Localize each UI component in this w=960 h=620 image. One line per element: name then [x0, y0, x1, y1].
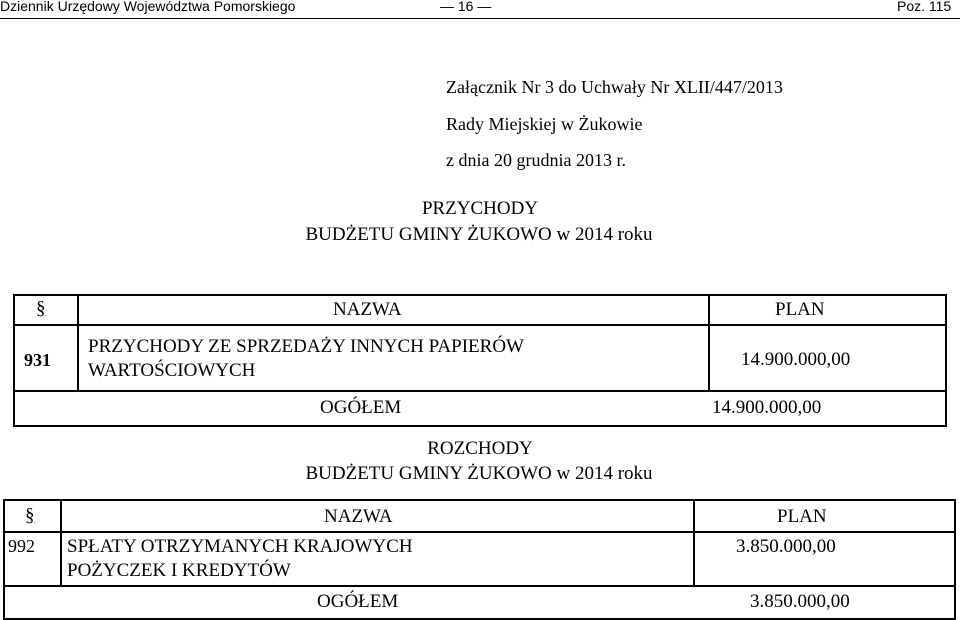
income-row-section: 931 — [24, 350, 51, 370]
expense-title: ROZCHODY — [427, 438, 533, 459]
journal-title: Dziennik Urzędowy Województwa Pomorskiego — [0, 0, 296, 14]
income-total-divider — [13, 390, 947, 392]
annex-line-3: z dnia 20 grudnia 2013 r. — [446, 150, 626, 170]
expense-total-value: 3.850.000,00 — [750, 591, 850, 612]
expense-row-section: 992 — [8, 536, 35, 556]
expense-row-plan: 3.850.000,00 — [736, 536, 836, 557]
expense-col-divider-2 — [693, 499, 695, 585]
income-header-divider — [13, 324, 947, 326]
income-row-plan: 14.900.000,00 — [741, 349, 851, 370]
income-subtitle: BUDŻETU GMINY ŻUKOWO w 2014 roku — [305, 224, 653, 245]
expense-col-divider-1 — [60, 499, 62, 585]
income-col-section: § — [36, 298, 46, 319]
expense-header-divider — [3, 531, 956, 533]
header-divider — [0, 18, 960, 19]
income-col-divider-1 — [77, 294, 79, 392]
income-row-name-line-2: WARTOŚCIOWYCH — [88, 360, 256, 381]
income-row-name-line-1: PRZYCHODY ZE SPRZEDAŻY INNYCH PAPIERÓW — [88, 336, 524, 357]
income-col-name: NAZWA — [333, 299, 402, 320]
income-col-divider-2 — [708, 294, 710, 392]
income-total-label: OGÓŁEM — [320, 397, 402, 418]
expense-row-name-line-2: POŻYCZEK I KREDYTÓW — [67, 560, 291, 581]
expense-total-label: OGÓŁEM — [317, 591, 399, 612]
annex-line-1: Załącznik Nr 3 do Uchwały Nr XLII/447/2013 — [446, 77, 783, 97]
annex-line-2: Rady Miejskiej w Żukowie — [446, 114, 643, 134]
expense-col-section: § — [25, 505, 35, 526]
position-number: Poz. 115 — [897, 0, 952, 14]
income-title: PRZYCHODY — [421, 198, 539, 219]
expense-col-name: NAZWA — [324, 506, 393, 527]
income-total-value: 14.900.000,00 — [712, 397, 822, 418]
income-col-plan: PLAN — [775, 299, 825, 320]
expense-col-plan: PLAN — [777, 506, 827, 527]
expense-row-name-line-1: SPŁATY OTRZYMANYCH KRAJOWYCH — [67, 536, 413, 557]
expense-subtitle: BUDŻETU GMINY ŻUKOWO w 2014 roku — [305, 463, 653, 484]
page-number: — 16 — — [440, 0, 492, 14]
expense-total-divider — [3, 585, 956, 587]
